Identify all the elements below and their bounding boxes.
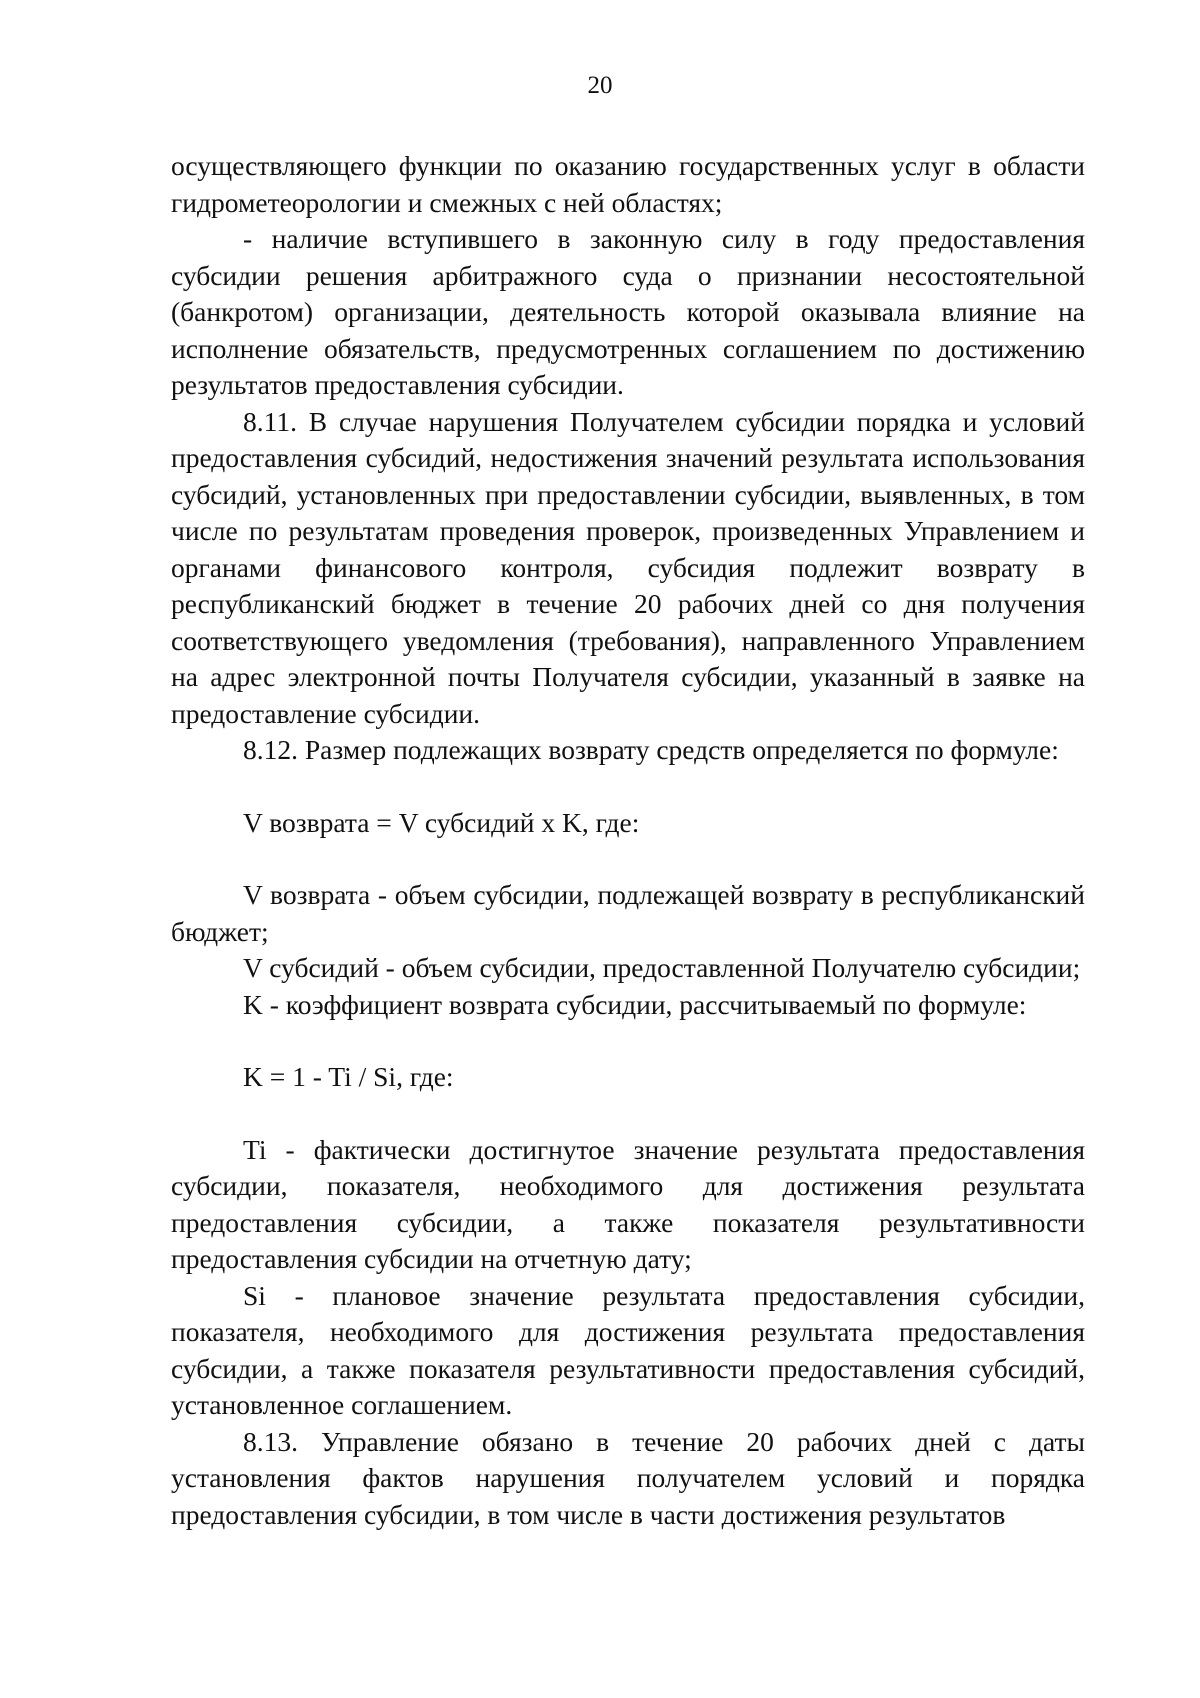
paragraph-continuation: осуществляющего функции по оказанию государственных услуг в области гидрометеорологии и смежных с ней областях; (171, 150, 1085, 218)
definition-k-coefficient: K - коэффициент возврата субсидии, рассчитываемый по формуле: (243, 988, 1027, 1020)
paragraph-bankruptcy-condition: - наличие вступившего в законную силу в году предоставления субсидии решения арбитражного суда о признании несостоятельной (банкротом) организации, деятельность которой оказывала влияние на исполнение обязательств, предусмотренных соглашением по достижению результатов предоставления субсидии. (171, 223, 1085, 400)
paragraph-8-13: 8.13. Управление обязано в течение 20 рабочих дней с даты установления фактов нарушения получателем условий и порядка предоставления субсидии, в том числе в части достижения результатов (171, 1425, 1085, 1530)
paragraph-8-12: 8.12. Размер подлежащих возврату средств определяется по формуле: (243, 734, 1059, 765)
formula-k-coefficient: K = 1 - Ti / Si, где: (243, 1061, 454, 1092)
definition-v-subsidies: V субсидий - объем субсидии, предоставленной Получателю субсидии; (243, 952, 1081, 983)
page-number: 20 (587, 72, 613, 99)
formula-return-volume: V возврата = V субсидий x K, где: (243, 806, 640, 838)
document-body (171, 148, 1085, 1533)
definition-ti: Ti - фактически достигнутое значение результата предоставления субсидии, показателя, необходимого для достижения результата предоставления субсидии, а также показателя результативности предоставления субсидии на отчетную дату; (171, 1133, 1085, 1274)
paragraph-8-11: 8.11. В случае нарушения Получателем субсидии порядка и условий предоставления субсидий, недостижения значений результата использования субсидий, установленных при предоставлении субсидии, выявленных, в том числе по результатам проведения проверок, произведенных Управлением и органами финансового контроля, субсидия подлежит возврату в республиканский бюджет в течение 20 рабочих дней со дня получения соответствующего уведомления (требования), направленного Управлением на адрес электронной почты Получателя субсидии, указанный в заявке на предоставление субсидии. (171, 405, 1085, 729)
definition-si: Si - плановое значение результата предоставления субсидии, показателя, необходимого для достижения результата предоставления субсидии, а также показателя результативности предоставления субсидий, установленное соглашением. (171, 1279, 1085, 1420)
definition-v-return: V возврата - объем субсидии, подлежащей возврату в республиканский бюджет; (171, 879, 1085, 947)
